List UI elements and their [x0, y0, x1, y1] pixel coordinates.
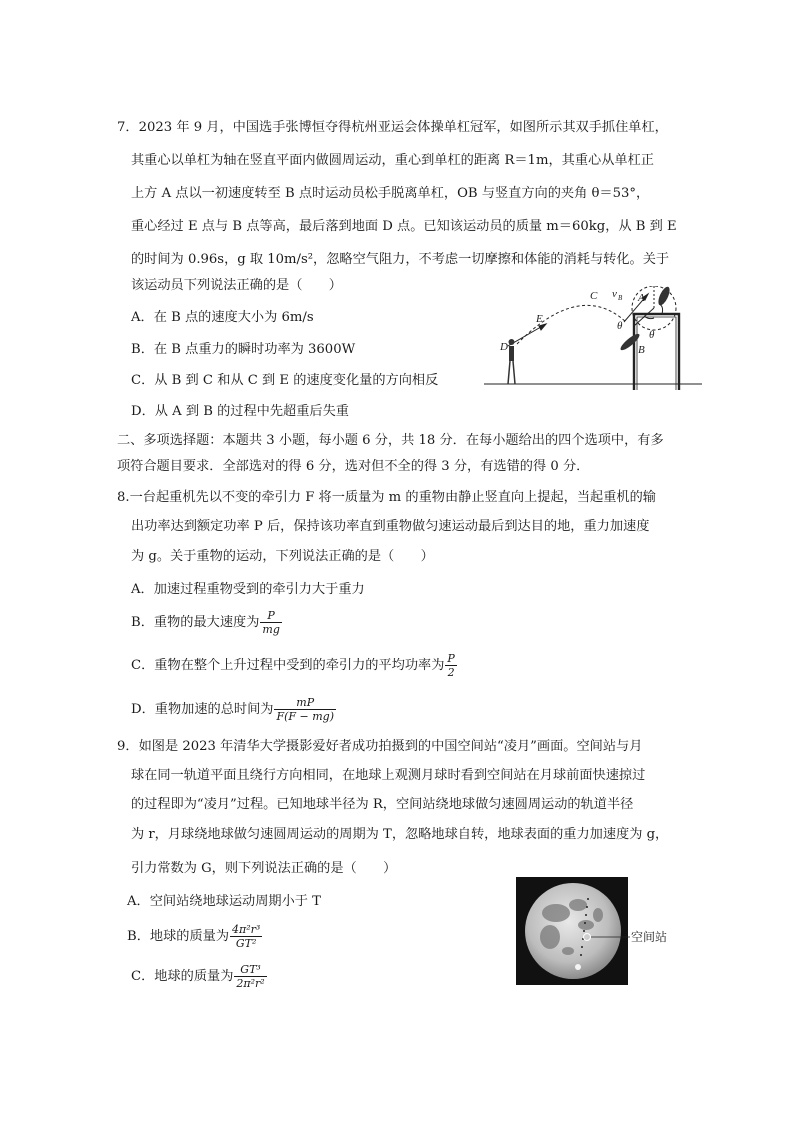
q8-option-d — [131, 696, 336, 723]
space-station-label: 空间站 — [631, 930, 668, 944]
q9-option-c — [131, 963, 267, 990]
q8-option-c-num: P — [447, 652, 455, 665]
high-bar-figure — [484, 286, 704, 392]
q8-option-c-fraction — [445, 652, 456, 679]
q9-option-b-num: 4π²r³ — [232, 923, 261, 936]
q7-line-5: 的时间为 0.96s，g 取 10m/s²，忽略空气阻力，不考虑一切摩擦和体能的消耗与转化。关于 — [131, 252, 670, 267]
section2-line-2: 项符合题目要求．全部选对的得 6 分，选对但不全的得 3 分，有选错的得 0 分． — [117, 459, 590, 474]
q9-line-2: 球在同一轨道平面且绕行方向相同，在地球上观测月球时看到空间站在月球前面快速掠过 — [131, 768, 646, 783]
q9-option-a: A．空间站绕地球运动周期小于 T — [127, 894, 321, 909]
fig-label-b: B — [638, 344, 645, 356]
fig-label-vb-sub: B — [618, 294, 623, 302]
q9-line-5: 引力常数为 G，则下列说法正确的是（ ） — [131, 861, 397, 876]
q9-line-4: 为 r，月球绕地球做匀速圆周运动的周期为 T，忽略地球自转，地球表面的重力加速度为 g， — [131, 827, 669, 842]
q9-line-1: 9．如图是 2023 年清华大学摄影爱好者成功拍摄到的中国空间站“凌月”画面。空间站与月 — [117, 739, 643, 754]
q8-option-d-fraction — [274, 696, 336, 723]
section2-line-1: 二、多项选择题：本题共 3 小题，每小题 6 分，共 18 分．在每小题给出的四个选项中，有多 — [117, 433, 664, 448]
q8-option-c — [131, 652, 457, 679]
q7-option-c: C．从 B 到 C 和从 C 到 E 的速度变化量的方向相反 — [131, 373, 439, 388]
fig-label-theta-2: θ — [649, 329, 655, 341]
q7-line-6: 该运动员下列说法正确的是（ ） — [131, 278, 342, 293]
q8-option-d-den: F(F − mg) — [276, 710, 334, 723]
q7-line-1: 7．2023 年 9 月，中国选手张博恒夺得杭州亚运会体操单杠冠军，如图所示其双手抓住单杠， — [117, 120, 668, 135]
q9-option-b — [127, 923, 262, 950]
fig-label-c: C — [590, 290, 598, 302]
q8-option-b — [131, 609, 282, 636]
q9-option-b-text: B．地球的质量为 — [127, 929, 230, 944]
q7-option-d: D．从 A 到 B 的过程中先超重后失重 — [131, 404, 349, 419]
q9-option-b-fraction — [230, 923, 262, 950]
q8-option-d-text: D．重物加速的总时间为 — [131, 702, 274, 717]
q9-option-c-fraction — [234, 963, 266, 990]
q8-line-3: 为 g。关于重物的运动，下列说法正确的是（ ） — [131, 549, 434, 564]
q8-option-c-text: C．重物在整个上升过程中受到的牵引力的平均功率为 — [131, 658, 445, 673]
q8-line-2: 出功率达到额定功率 P 后，保持该功率直到重物做匀速运动最后到达目的地，重力加速度 — [131, 519, 650, 534]
q8-line-1: 8.一台起重机先以不变的牵引力 F 将一质量为 m 的重物由静止竖直向上提起，当起重机的输 — [117, 490, 656, 505]
q8-option-c-den: 2 — [447, 666, 455, 679]
fig-label-vb: v — [612, 288, 617, 300]
q8-option-d-num: mP — [274, 696, 336, 710]
q9-option-c-text: C．地球的质量为 — [131, 969, 234, 984]
q7-line-2: 其重心以单杠为轴在竖直平面内做圆周运动，重心到单杠的距离 R＝1m，其重心从单杠正 — [131, 153, 654, 168]
q9-line-3: 的过程即为“凌月”过程。已知地球半径为 R，空间站绕地球做匀速圆周运动的轨道半径 — [131, 797, 634, 812]
q9-option-c-num: GT³ — [234, 963, 266, 977]
q7-line-3: 上方 A 点以一初速度转至 B 点时运动员松手脱离单杠，OB 与竖直方向的夹角 θ＝53°， — [131, 186, 650, 201]
moon-photo — [516, 877, 692, 985]
q8-option-b-num: P — [260, 609, 281, 623]
q9-option-b-den: GT² — [235, 937, 257, 950]
q7-option-a: A．在 B 点的速度大小为 6m/s — [131, 310, 314, 325]
q9-option-c-den: 2π²r² — [236, 977, 265, 990]
q8-option-b-fraction — [260, 609, 281, 636]
fig-label-a: A — [638, 292, 645, 304]
q8-option-b-den: mg — [262, 623, 280, 636]
q8-option-a: A．加速过程重物受到的牵引力大于重力 — [131, 582, 365, 597]
fig-label-theta-1: θ — [617, 320, 623, 332]
fig-label-d: D — [500, 341, 508, 353]
fig-label-e: E — [536, 313, 543, 325]
q8-option-b-text: B．重物的最大速度为 — [131, 615, 260, 630]
q7-line-4: 重心经过 E 点与 B 点等高，最后落到地面 D 点。已知该运动员的质量 m＝60kg，从 B 到 E — [131, 219, 677, 234]
q7-option-b: B．在 B 点重力的瞬时功率为 3600W — [131, 342, 356, 357]
